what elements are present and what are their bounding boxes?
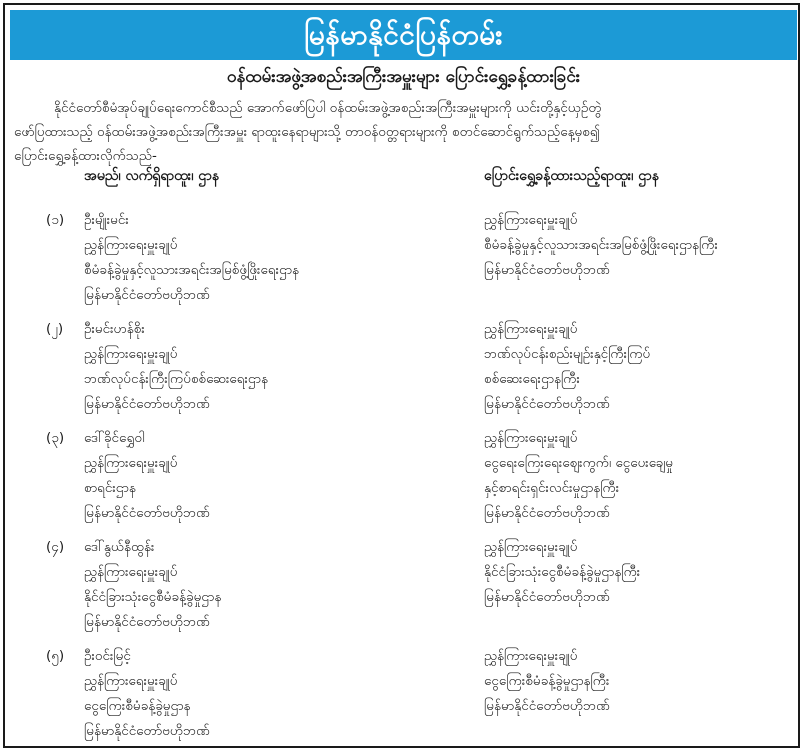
person-name: ဦးမင်းဟန်စိုး — [84, 321, 145, 337]
current-department: ဘဏ်လုပ်ငန်းကြီးကြပ်စစ်ဆေးရေးဌာန — [84, 371, 268, 387]
current-title: ညွှန်ကြားရေးမှူးချုပ် — [84, 455, 178, 471]
new-position — [484, 317, 650, 417]
current-position — [84, 208, 299, 308]
current-department: စာရင်းဌာန — [84, 480, 136, 496]
current-title: ညွှန်ကြားရေးမှူးချုပ် — [84, 564, 178, 580]
current-position — [84, 644, 210, 744]
current-department: ငွေကြေးစီမံခန့်ခွဲမှုဌာန — [84, 698, 191, 714]
intro-line: ပြောင်းရွှေ့ခန့်ထားလိုက်သည်- — [14, 148, 157, 164]
new-organization: မြန်မာနိုင်ငံတော်ဗဟိုဘဏ် — [484, 262, 610, 278]
new-department: ငွေကြေးစီမံခန့်ခွဲမှုဌာနကြီး — [484, 673, 610, 689]
new-title: ညွှန်ကြားရေးမှူးချုပ် — [484, 212, 578, 228]
entry-number: (၄) — [46, 539, 65, 555]
person-name: ဦးဝင်းမြင့် — [84, 648, 131, 664]
current-department: နိုင်ငံခြားသုံးငွေစီမံခန့်ခွဲမှုဌာန — [84, 589, 222, 605]
intro-paragraph — [14, 96, 794, 168]
new-title: ညွှန်ကြားရေးမှူးချုပ် — [484, 648, 578, 664]
current-position — [84, 535, 221, 635]
intro-line: နိုင်ငံတော်စီမံအုပ်ချုပ်ရေးကောင်စီသည် အောက်ဖော်ပြပါ ဝန်ထမ်းအဖွဲ့အစည်းအကြီးအမှူးများကို ယင်းတို့နှင့်ယှဉ်တွဲ — [54, 100, 602, 116]
column-header-new: ပြောင်းရွှေ့ခန့်ထားသည့်ရာထူး၊ ဌာန — [484, 168, 659, 184]
new-title: ညွှန်ကြားရေးမှူးချုပ် — [484, 430, 578, 446]
new-organization: မြန်မာနိုင်ငံတော်ဗဟိုဘဏ် — [484, 698, 610, 714]
entry-number: (၁) — [46, 212, 65, 228]
new-position — [484, 535, 640, 610]
new-position — [484, 644, 610, 719]
page-title: ဝန်ထမ်းအဖွဲ့အစည်းအကြီးအမှူးများ ပြောင်းရွှေ့ခန့်ထားခြင်း — [226, 67, 581, 87]
current-position — [84, 317, 268, 417]
current-position — [84, 426, 210, 526]
current-department: စီမံခန့်ခွဲမှုနှင့်လူသားအရင်းအမြစ်ဖွံ့ဖြိုးရေးဌာန — [84, 262, 300, 278]
person-name: ဦးမျိုးမင်း — [84, 212, 129, 228]
current-organization: မြန်မာနိုင်ငံတော်ဗဟိုဘဏ် — [84, 723, 210, 739]
current-title: ညွှန်ကြားရေးမှူးချုပ် — [84, 346, 178, 362]
new-title: ညွှန်ကြားရေးမှူးချုပ် — [484, 539, 578, 555]
page-banner: မြန်မာနိုင်ငံပြန်တမ်း — [10, 10, 797, 60]
new-department: စီမံခန့်ခွဲမှုနှင့်လူသားအရင်းအမြစ်ဖွံ့ဖြိုးရေးဌာနကြီး — [484, 237, 718, 253]
new-organization: မြန်မာနိုင်ငံတော်ဗဟိုဘဏ် — [484, 396, 610, 412]
new-department-cont: နှင့်စာရင်းရှင်းလင်းမှုဌာနကြီး — [484, 480, 620, 496]
new-position — [484, 426, 673, 526]
new-department-cont: စစ်ဆေးရေးဌာနကြီး — [484, 371, 580, 387]
new-department: ငွေရေးကြေးရေးဈေးကွက်၊ ငွေပေးချေမှု — [484, 455, 673, 471]
entry-number: (၅) — [46, 648, 65, 664]
new-department: နိုင်ငံခြားသုံးငွေစီမံခန့်ခွဲမှုဌာနကြီး — [484, 564, 641, 580]
person-name: ဒေါ်နွယ်နီထွန်း — [84, 539, 155, 555]
new-title: ညွှန်ကြားရေးမှူးချုပ် — [484, 321, 578, 337]
new-department: ဘဏ်လုပ်ငန်းစည်းမျဉ်းနှင့်ကြီးကြပ် — [484, 346, 651, 362]
entry-number: (၃) — [46, 430, 65, 446]
person-name: ဒေါ်ခိုင်ရွှေဝါ — [84, 430, 145, 446]
column-header-current: အမည်၊ လက်ရှိရာထူး၊ ဌာန — [84, 168, 220, 184]
new-position — [484, 208, 718, 283]
entry-number: (၂) — [46, 321, 64, 337]
current-title: ညွှန်ကြားရေးမှူးချုပ် — [84, 673, 178, 689]
current-title: ညွှန်ကြားရေးမှူးချုပ် — [84, 237, 178, 253]
current-organization: မြန်မာနိုင်ငံတော်ဗဟိုဘဏ် — [84, 287, 210, 303]
new-organization: မြန်မာနိုင်ငံတော်ဗဟိုဘဏ် — [484, 505, 610, 521]
intro-line: ဖော်ပြထားသည့် ဝန်ထမ်းအဖွဲ့အစည်းအကြီးအမှူး ရာထူးနေရာများသို့ တာဝန်ဝတ္တရားများကို စတင်ဆောင်ရွက်သည့်နေ့မှစ၍ — [14, 124, 600, 140]
current-organization: မြန်မာနိုင်ငံတော်ဗဟိုဘဏ် — [84, 505, 210, 521]
current-organization: မြန်မာနိုင်ငံတော်ဗဟိုဘဏ် — [84, 614, 210, 630]
current-organization: မြန်မာနိုင်ငံတော်ဗဟိုဘဏ် — [84, 396, 210, 412]
new-organization: မြန်မာနိုင်ငံတော်ဗဟိုဘဏ် — [484, 589, 610, 605]
